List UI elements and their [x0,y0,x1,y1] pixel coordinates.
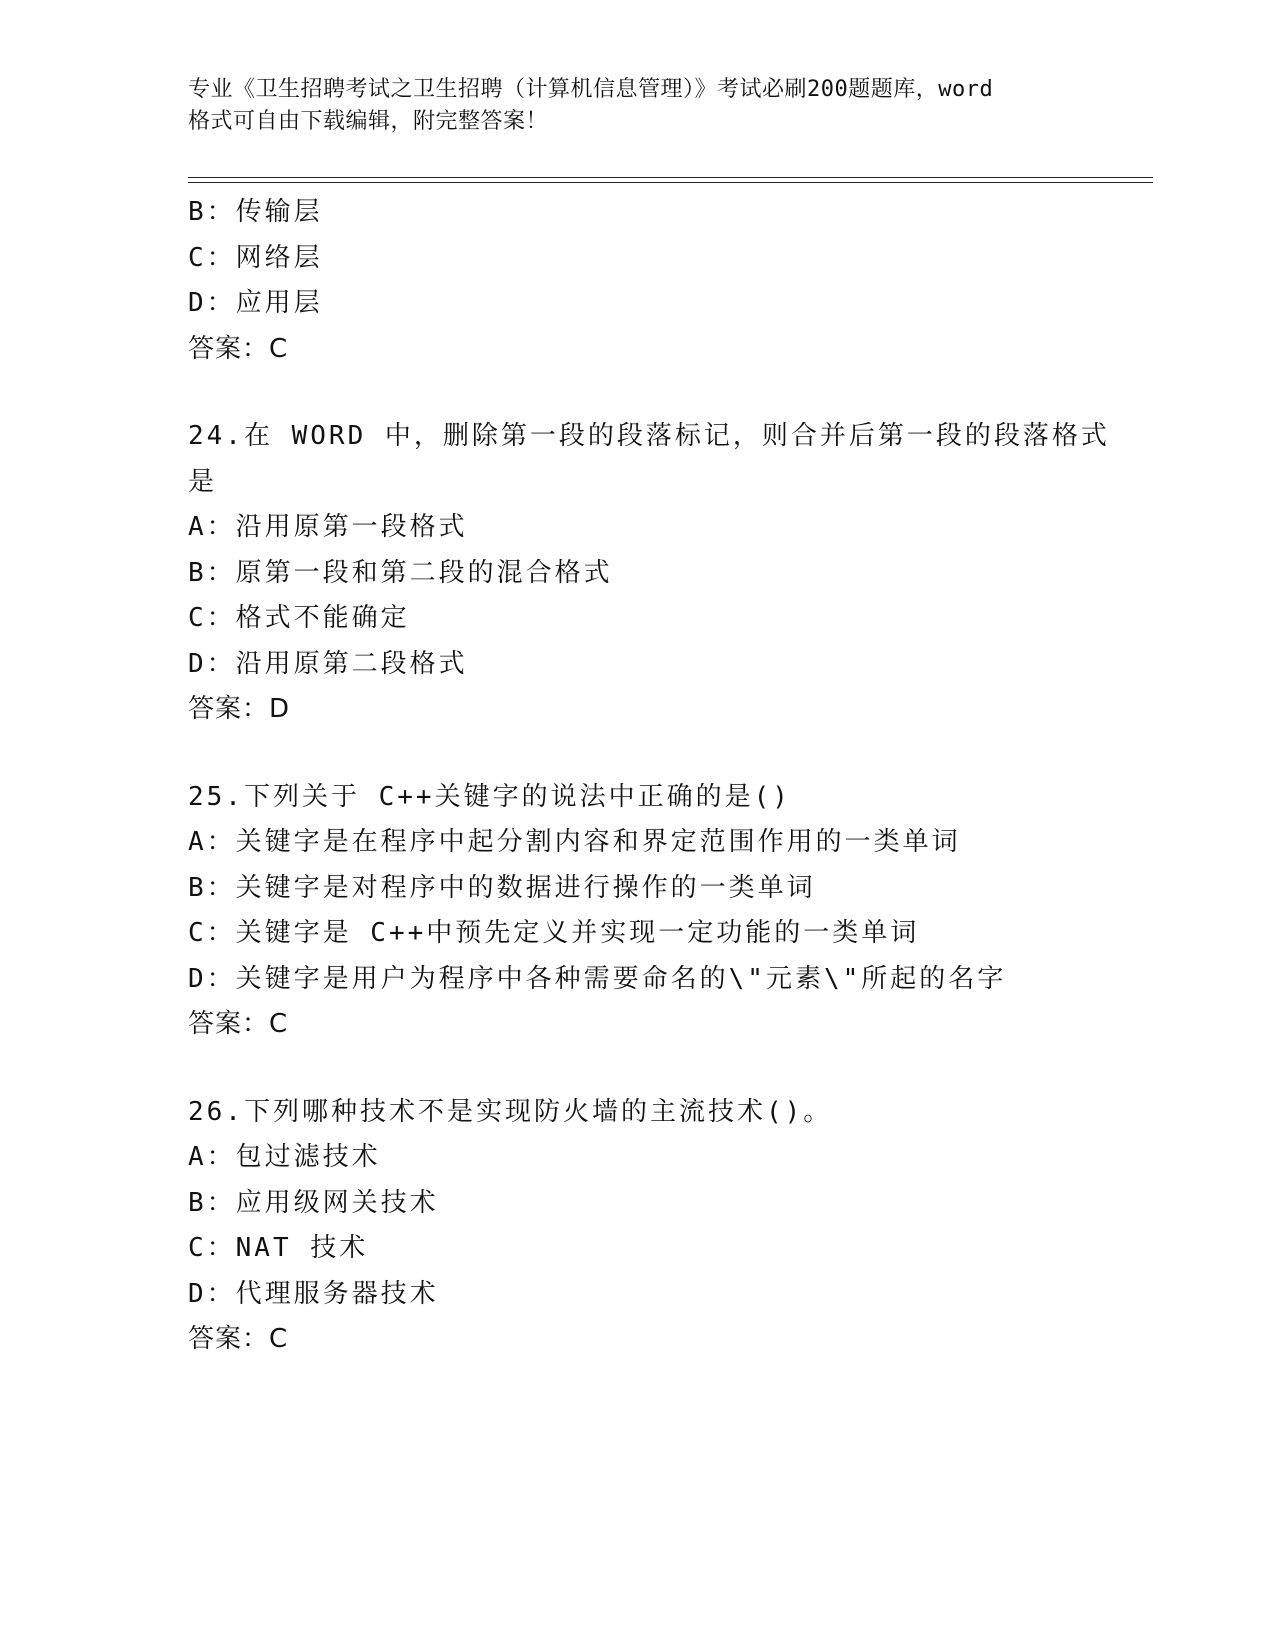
header-divider-top [188,177,1153,178]
option-d: D：应用层 [188,288,323,318]
option-c: C：格式不能确定 [188,603,410,633]
header-line-1: 专业《卫生招聘考试之卫生招聘（计算机信息管理）》考试必刷200题题库，word [188,77,994,102]
option-c: C：网络层 [188,242,323,273]
option-d: D：代理服务器技术 [188,1278,439,1309]
question-title: 26.下列哪种技术不是实现防火墙的主流技术()。 [188,1096,833,1127]
option-a: A：沿用原第一段格式 [188,512,468,542]
option-d: D：沿用原第二段格式 [188,648,468,679]
answer: 答案：C [188,1324,289,1354]
question-title: 24.在 WORD 中，删除第一段的段落标记，则合并后第一段的段落格式 [188,421,1110,451]
answer: 答案：C [188,333,289,364]
header-line-2: 格式可自由下载编辑，附完整答案！ [188,109,549,134]
question-26 [188,1090,1108,1363]
option-a: A：关键字是在程序中起分割内容和界定范围作用的一类单词 [188,827,961,857]
document-header [188,74,1088,138]
answer: 答案：D [188,694,291,724]
option-b: B：传输层 [188,197,323,227]
option-b: B：应用级网关技术 [188,1187,439,1218]
option-b: B：原第一段和第二段的混合格式 [188,557,613,588]
option-a: A：包过滤技术 [188,1142,381,1172]
question-title: 25.下列关于 C++关键字的说法中正确的是() [188,781,791,812]
question-25 [188,775,1108,1048]
header-divider-bottom [188,182,1153,183]
option-d: D：关键字是用户为程序中各种需要命名的\"元素\"所起的名字 [188,963,1007,994]
question-23-continued [188,190,1108,372]
option-c: C：关键字是 C++中预先定义并实现一定功能的一类单词 [188,918,920,948]
answer: 答案：C [188,1009,289,1039]
document-body [188,190,1108,1363]
option-c: C：NAT 技术 [188,1233,369,1263]
option-b: B：关键字是对程序中的数据进行操作的一类单词 [188,872,816,903]
question-24 [188,414,1108,733]
question-title-continued: 是 [188,466,218,497]
